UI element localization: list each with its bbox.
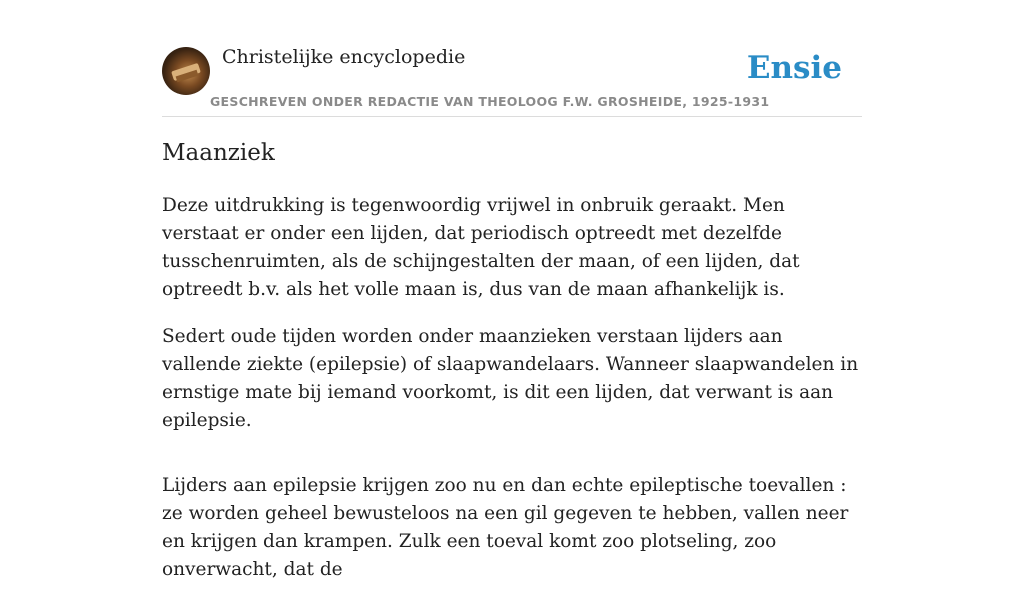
ensie-logo-link[interactable]: Ensie [746, 50, 842, 86]
encyclopedia-name[interactable]: Christelijke encyclopedie [222, 46, 466, 68]
article-paragraph: Lijders aan epilepsie krijgen zoo nu en dan echte epileptische toevallen : ze worden geheel bewusteloos na een gil gegeven te hebben, vallen neer en krijgen dan krampen. Zulk een toeval komt zoo plotseling, zoo onverwacht, dat de [162, 475, 849, 580]
encyclopedia-avatar[interactable] [162, 47, 210, 95]
site-header [162, 44, 862, 117]
article-body [162, 192, 864, 603]
encyclopedia-subtitle: GESCHREVEN ONDER REDACTIE VAN THEOLOOG F.W. GROSHEIDE, 1925-1931 [210, 94, 770, 109]
article-title: Maanziek [162, 140, 275, 166]
article-paragraph: Sedert oude tijden worden onder maanzieken verstaan lijders aan vallende ziekte (epilepsie) of slaapwandelaars. Wanneer slaapwandelen in ernstige mate bij iemand voorkomt, is dit een lijden, dat verwant is aan epilepsie. [162, 326, 859, 431]
article-paragraph: Deze uitdrukking is tegenwoordig vrijwel in onbruik geraakt. Men verstaat er onder een lijden, dat periodisch optreedt met dezelfde tusschenruimten, als de schijngestalten der maan, of een lijden, dat optreedt b.v. als het volle maan is, dus van de maan afhankelijk is. [162, 195, 800, 300]
